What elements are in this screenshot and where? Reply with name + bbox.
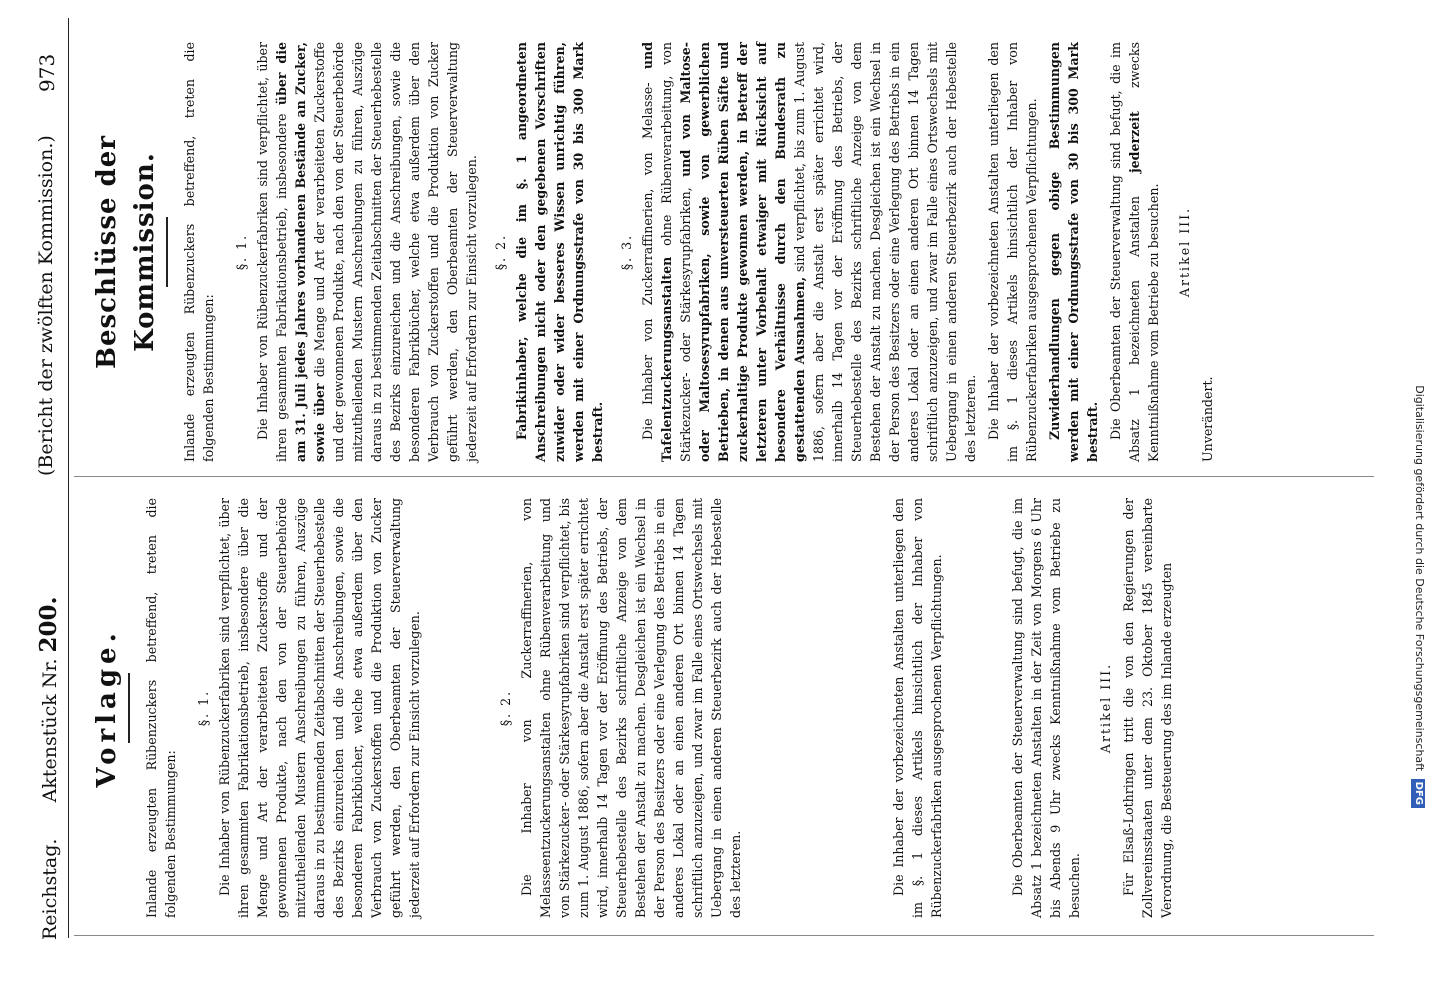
header-rule-right [68,18,69,468]
emphasized-text: jederzeit [1127,111,1142,173]
intro-text: Inlande erzeugten Rübenzuckers betreffend, treten die folgenden Bestimmungen: [144,498,178,918]
header-left [35,596,69,940]
emphasized-text: und Tafelentzuckerungsanstalten [640,42,674,462]
emphasized-text: über die am 31. Juli jedes Jahres vorhandenen Bestände an Zucker, sowie über [274,42,327,462]
title-rule [128,673,130,743]
section-2-paragraph-3: Die Oberbeamten der Steuerverwaltung sind befugt, die im Absatz 1 bezeichneten Anstalten in der Zeit von Morgens 6 Uhr bis Abends 9 Uhr zwecks Kenntnißnahme vom Betriebe zu besuchen. [1010,498,1082,918]
header-document-label: Aktenstück Nr. [39,658,61,803]
artikel-heading: Artikel III. [1177,206,1192,298]
column-vorlage [80,498,1180,918]
section-1-text [253,42,481,462]
text-run: zwecks Kenntnißnahme vom Betriebe zu besuchen. [1127,42,1161,462]
text-run: sind verpflichtet, bis zum 1. August 1886, sofern aber die Anstalt erst später errichtet wird, innerhalb 14 Tagen vor der Eröffnung des Betriebs, der Steuerhebestelle des Bezirks schriftliche Anzeige von dem Bestehen der Anstalt zu machen. Desgleichen ist ein Wechsel in der Person des Besitzers oder eine Verlegung des Betriebs in ein anderes Lokal oder an einen anderen Ort binnen 14 Tagen schriftlich anzuzeigen, und zwar im Falle eines Ortswechsels mit Uebergang in einen anderen Steuerbezirk auch der Hebestelle des letzteren. [792,42,978,462]
stamp-text-wrapper [1408,8,1430,808]
text-run: Die Oberbeamten der Steuerverwaltung sind befugt, die im Absatz 1 bezeichneten Anstalten [1108,42,1142,462]
spacer [749,498,889,918]
page-number: 973 [35,53,59,92]
header-rule-left [68,468,69,938]
column-beschluesse [80,42,1217,462]
column-title-beschluesse: Beschlüsse der Kommission. [92,135,160,369]
header-document-number: 200. [35,596,62,653]
section-2-paragraph-2: Die Inhaber der vorbezeichneten Anstalten unterliegen den im §. 1 dieses Artikels hinsichtlich der Inhaber von Rübenzuckerfabriken ausgesprochenen Verpflichtungen. [891,498,944,918]
section-heading-3: §. 3. [619,233,634,271]
digitization-stamp [1408,8,1430,808]
section-heading-2: §. 2. [493,233,508,271]
section-3-text [638,42,980,462]
column-title-vorlage: Vorlage. [92,628,122,788]
header-center: (Bericht der zwölften Kommission.) [35,135,57,476]
intro-text: Inlande erzeugten Rübenzuckers betreffend, treten die folgenden Bestimmungen: [182,42,216,462]
emphasized-text: und von Maltose- oder Maltosesyrupfabriken, sowie von gewerblichen Betrieben, in denen aus unversteuerten Rüben Säfte und zuckerhaltige Produkte gewonnen werden, in Betreff der letzteren unter Vorbehalt etwaiger mit Rücksicht auf besondere Verhältnisse durch den Bundesrath zu gestattenden Ausnahmen, [678,42,807,462]
text-run: Die Inhaber von Zuckerraffinerien, von Melasse- [640,82,655,440]
section-heading-1: §. 1. [196,689,211,727]
text-run: Die Inhaber von Rübenzuckerfabriken sind verpflichtet, über ihren gesammten Fabrikationsbetrieb, insbesondere [255,42,289,462]
header-parliament: Reichstag. [39,838,61,940]
artikel-text: Für Elsaß-Lothringen tritt die von den Regierungen der Zollvereinsstaaten unter dem 23. Oktober 1845 vereinbarte Verordnung, die Besteuerung des im Inlande erzeugten [1121,498,1174,918]
section-3-paragraph-2: Die Inhaber der vorbezeichneten Anstalten unterliegen den im §. 1 dieses Artikels hinsichtlich der Inhaber von Rübenzuckerfabriken ausgesprochenen Verpflichtungen. [986,42,1039,462]
section-2-text: Fabrikinhaber, welche die im §. 1 angeordneten Anschreibungen nicht oder den gegebenen Vorschriften zuwider oder wider besseres Wissen unrichtig führen, werden mit einer Ordnungsstrafe von 30 bis 300 Mark bestraft. [514,42,605,462]
section-3-paragraph-3: Zuwiderhandlungen gegen obige Bestimmungen werden mit einer Ordnungsstrafe von 30 bis 300 Mark bestraft. [1047,42,1100,462]
section-heading-2: §. 2. [498,689,513,727]
spacer [950,498,1008,918]
margin-line [74,935,1374,936]
dfg-logo: DFG [1411,779,1425,808]
text-run: die Menge und Art der verarbeiteten Zuckerstoffe und der gewonnenen Produkte, nach den von der Steuerbehörde mitzutheilenden Mustern Anschreibungen zu führen, Auszüge daraus in zu bestimmenden Zeitabschnitten der Steuerhebestelle des Bezirks einzureichen und die Anschreibungen, sowie die besonderen Fabrikbücher, welche etwa außerdem über den Verbrauch von Zuckerstoffen und die Produktion von Zucker geführt werden, den Oberbeamten der Steuerverwaltung jederzeit auf Erfordern zur Einsicht vorzulegen. [312,42,479,462]
spacer [428,498,486,918]
text-run: ohne Rübenverarbeitung, von Stärkezucker- oder Stärkesyrupfabriken, [659,42,693,462]
artikel-text: Unverändert. [1200,376,1215,462]
section-2-text: Die Inhaber von Zuckerraffinerien, von Melasseentzuckerungsanstalten ohne Rübenverarbeitung und von Stärkezucker- oder Stärkesyrupfabriken sind verpflichtet, bis zum 1. August 1886, sofern aber die Anstalt erst später errichtet wird, innerhalb 14 Tagen vor der Eröffnung des Betriebs, der Steuerhebestelle des Bezirks schriftliche Anzeige von dem Bestehen der Anstalt zu machen. Desgleichen ist ein Wechsel in der Person des Besitzers oder eine Verlegung des Betriebs in ein anderes Lokal oder an einen anderen Ort binnen 14 Tagen schriftlich anzuzeigen, und zwar im Falle eines Ortswechsels mit Uebergang in einen anderen Steuerbezirk auch der Hebestelle des letzteren. [519,498,743,918]
stamp-text: Digitalisierung gefördert durch die Deutsche Forschungsgemeinschaft [1413,385,1426,772]
artikel-heading: Artikel III. [1098,662,1113,754]
section-heading-1: §. 1. [234,233,249,271]
title-rule [166,217,168,287]
column-divider [74,476,1374,477]
section-3-paragraph-4 [1106,42,1163,462]
section-1-text: Die Inhaber von Rübenzuckerfabriken sind verpflichtet, über ihren gesammten Fabrikationsbetrieb, insbesondere über die Menge und Art der verarbeiteten Zuckerstoffe und der gewonnenen Produkte, nach den von der Steuerbehörde mitzutheilenden Mustern Anschreibungen zu führen, Auszüge daraus in zu bestimmenden Zeitabschnitten der Steuerhebestelle des Bezirks einzureichen und die Anschreibungen, sowie die besonderen Fabrikbücher, welche etwa außerdem über den Verbrauch von Zuckerstoffen und die Produktion von Zucker geführt werden, den Oberbeamten der Steuerverwaltung jederzeit auf Erfordern zur Einsicht vorzulegen. [217,498,422,918]
